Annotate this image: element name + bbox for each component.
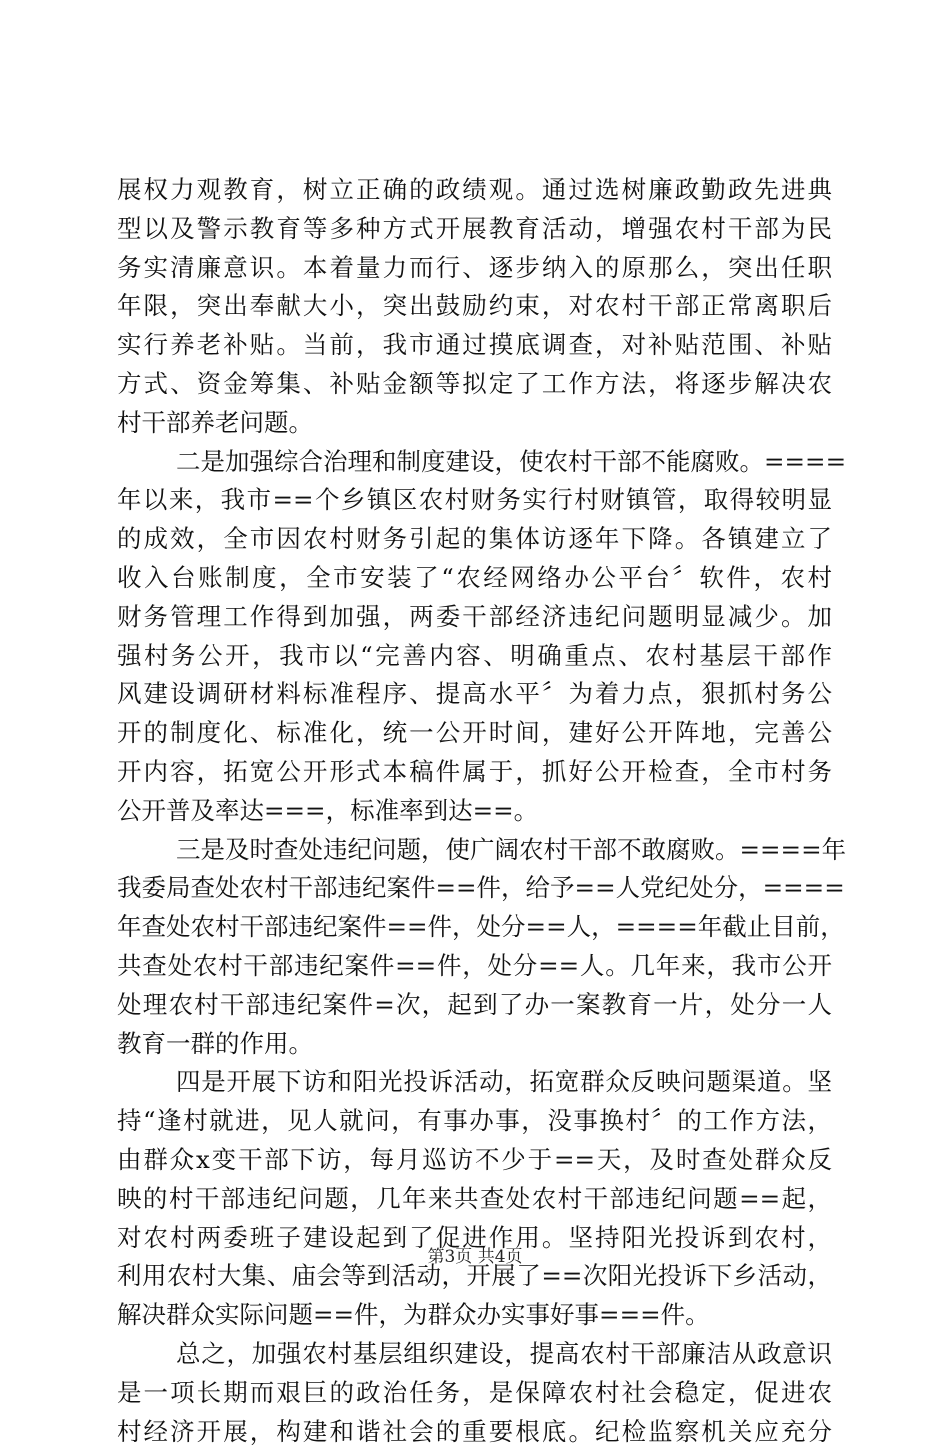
text-line: 务实清廉意识。本着量力而行、逐步纳入的原那么，突出任职 [117,249,832,288]
text-line: 开内容，拓宽公开形式本稿件属于，抓好公开检查，全市村务 [117,753,832,792]
text-line: 是一项长期而艰巨的政治任务，是保障农村社会稳定，促进农 [117,1374,832,1413]
paragraph [117,171,832,443]
text-line: 强村务公开，我市以“完善内容、明确重点、农村基层干部作 [117,637,832,676]
text-line: 年限，突出奉献大小，突出鼓励约束，对农村干部正常离职后 [117,287,832,326]
text-line: 处理农村干部违纪案件=次，起到了办一案教育一片，处分一人 [117,986,832,1025]
text-line: 村干部养老问题。 [117,404,832,443]
paragraph [117,1063,832,1335]
text-line: 公开普及率达===，标准率到达==。 [117,792,832,831]
text-line: 展权力观教育，树立正确的政绩观。通过选树廉政勤政先进典 [117,171,832,210]
text-line: 实行养老补贴。当前，我市通过摸底调查，对补贴范围、补贴 [117,326,832,365]
text-line: 我委局查处农村干部违纪案件==件，给予==人党纪处分，==== [117,869,832,908]
text-line: 年查处农村干部违纪案件==件，处分==人，====年截止目前， [117,908,832,947]
text-line: 教育一群的作用。 [117,1025,832,1064]
text-line: 四是开展下访和阳光投诉活动，拓宽群众反映问题渠道。坚 [117,1063,832,1102]
text-line: 财务管理工作得到加强，两委干部经济违纪问题明显减少。加 [117,598,832,637]
text-line: 解决群众实际问题==件，为群众办实事好事===件。 [117,1296,832,1335]
text-line: 映的村干部违纪问题，几年来共查处农村干部违纪问题==起， [117,1180,832,1219]
page-number-footer: 第3页 共4页 [0,1246,950,1268]
paragraph [117,831,832,1064]
text-line: 二是加强综合治理和制度建设，使农村干部不能腐败。==== [117,443,832,482]
text-line: 总之，加强农村基层组织建设，提高农村干部廉洁从政意识 [117,1335,832,1374]
text-line: 村经济开展，构建和谐社会的重要根底。纪检监察机关应充分 [117,1413,832,1451]
text-line: 开的制度化、标准化，统一公开时间，建好公开阵地，完善公 [117,714,832,753]
text-line: 对农村两委班子建设起到了促进作用。坚持阳光投诉到农村， [117,1219,832,1258]
text-line: 持“逢村就进，见人就问，有事办事，没事换村〞的工作方法， [117,1102,832,1141]
text-line: 收入台账制度，全市安装了“农经网络办公平台〞软件，农村 [117,559,832,598]
paragraph [117,1335,832,1451]
text-line: 三是及时查处违纪问题，使广阔农村干部不敢腐败。====年 [117,831,832,870]
text-line: 由群众x变干部下访，每月巡访不少于==天，及时查处群众反 [117,1141,832,1180]
text-line: 年以来，我市==个乡镇区农村财务实行村财镇管，取得较明显 [117,481,832,520]
text-line: 利用农村大集、庙会等到活动，开展了==次阳光投诉下乡活动， [117,1257,832,1296]
text-line: 的成效，全市因农村财务引起的集体访逐年下降。各镇建立了 [117,520,832,559]
paragraph [117,443,832,831]
text-line: 共查处农村干部违纪案件==件，处分==人。几年来，我市公开 [117,947,832,986]
text-line: 方式、资金筹集、补贴金额等拟定了工作方法，将逐步解决农 [117,365,832,404]
text-line: 风建设调研材料标准程序、提高水平〞为着力点，狠抓村务公 [117,675,832,714]
text-line: 型以及警示教育等多种方式开展教育活动，增强农村干部为民 [117,210,832,249]
